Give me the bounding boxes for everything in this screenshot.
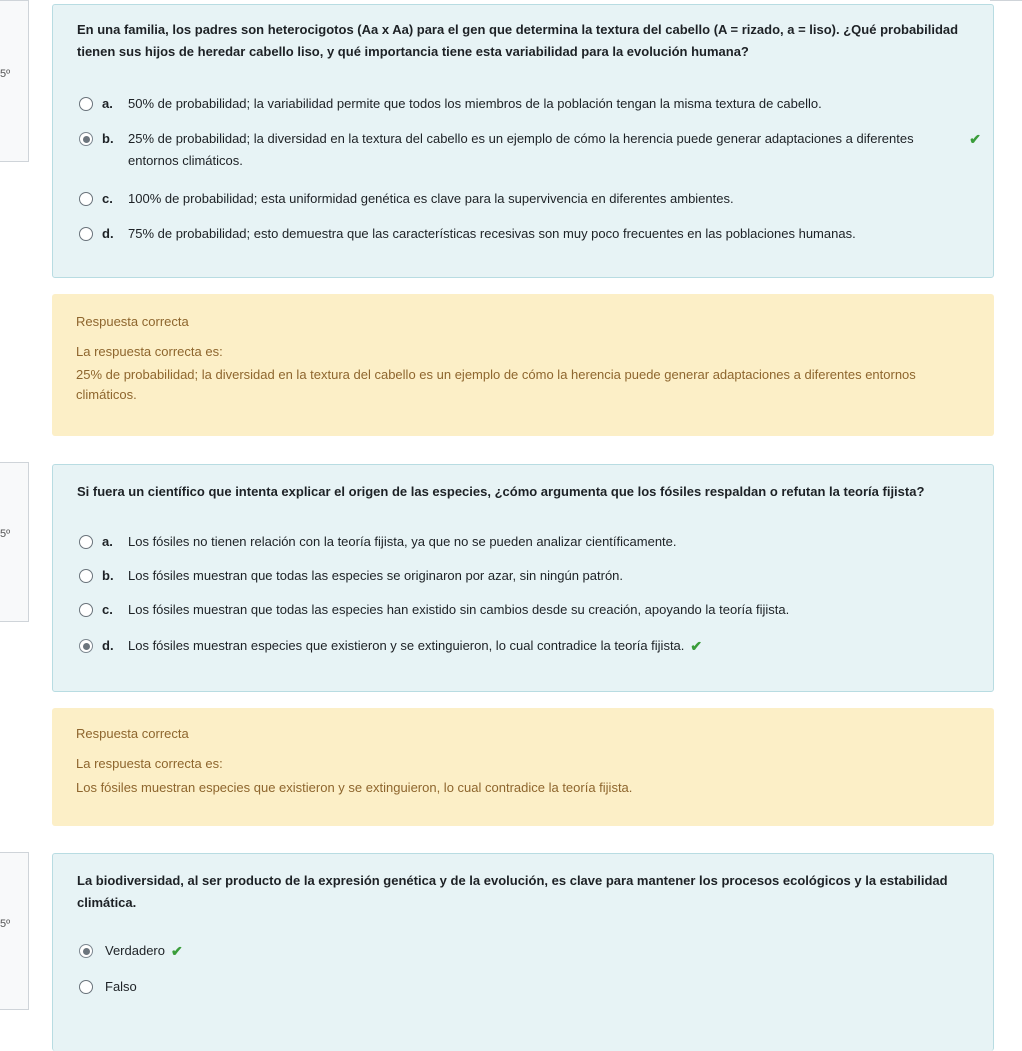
correct-check-icon: ✔ — [690, 638, 703, 654]
question-2-option-a[interactable] — [79, 531, 973, 553]
radio-button[interactable] — [79, 227, 93, 241]
feedback-title: Respuesta correcta — [76, 726, 189, 741]
radio-button-selected[interactable] — [79, 132, 93, 146]
question-1-option-a[interactable] — [79, 93, 973, 115]
radio-button[interactable] — [79, 97, 93, 111]
question-2-feedback — [52, 708, 994, 826]
option-letter: d. — [102, 638, 114, 653]
question-3-box — [52, 853, 994, 1051]
option-text: Falso — [105, 979, 137, 994]
option-letter: b. — [102, 568, 114, 583]
correct-check-icon: ✔ — [969, 131, 981, 147]
option-letter: c. — [102, 191, 113, 206]
question-mark: 5º — [0, 918, 11, 930]
radio-button-selected[interactable] — [79, 944, 93, 958]
question-1-option-c[interactable] — [79, 188, 973, 210]
option-letter: d. — [102, 226, 114, 241]
option-text: Los fósiles no tienen relación con la teoría fijista, ya que no se pueden analizar científicamente. — [128, 534, 677, 549]
option-text: 25% de probabilidad; la diversidad en la textura del cabello es un ejemplo de cómo la herencia puede generar adaptaciones a diferentes entornos climáticos. — [128, 131, 914, 168]
radio-button[interactable] — [79, 535, 93, 549]
correct-check-icon: ✔ — [171, 943, 183, 959]
feedback-answer: Los fósiles muestran especies que existieron y se extinguieron, lo cual contradice la teoría fijista. — [76, 780, 633, 795]
question-info-panel — [0, 462, 29, 622]
question-info-panel — [0, 0, 29, 162]
question-2-option-b[interactable] — [79, 565, 973, 587]
question-1-text: En una familia, los padres son heterocigotos (Aa x Aa) para el gen que determina la textura del cabello (A = rizado, a = liso). ¿Qué probabilidad tienen sus hijos de heredar cabello liso, y qué importancia tiene esta variabilidad para la evolución humana? — [77, 22, 959, 59]
radio-button-selected[interactable] — [79, 639, 93, 653]
option-text: 100% de probabilidad; esta uniformidad genética es clave para la supervivencia en diferentes ambientes. — [128, 191, 734, 206]
question-info-panel — [0, 852, 29, 1010]
top-divider — [990, 0, 1022, 3]
question-2-box — [52, 464, 994, 692]
radio-button[interactable] — [79, 192, 93, 206]
option-letter: b. — [102, 131, 114, 146]
feedback-title: Respuesta correcta — [76, 314, 189, 329]
question-2-option-d[interactable] — [79, 635, 973, 657]
feedback-label: La respuesta correcta es: — [76, 756, 223, 771]
option-text: Los fósiles muestran especies que existieron y se extinguieron, lo cual contradice la teoría fijista. — [128, 638, 685, 653]
question-3-option-true[interactable] — [79, 940, 973, 962]
option-letter: a. — [102, 96, 113, 111]
question-1-option-b[interactable] — [79, 128, 943, 172]
question-3-option-false[interactable] — [79, 976, 973, 998]
radio-button[interactable] — [79, 569, 93, 583]
option-letter: c. — [102, 602, 113, 617]
feedback-label: La respuesta correcta es: — [76, 344, 223, 359]
question-1-feedback — [52, 294, 994, 436]
radio-button[interactable] — [79, 603, 93, 617]
option-letter: a. — [102, 534, 113, 549]
option-text: Verdadero — [105, 943, 165, 958]
question-mark: 5º — [0, 68, 11, 80]
question-2-text: Si fuera un científico que intenta explicar el origen de las especies, ¿cómo argumenta que los fósiles respaldan o refutan la teoría fijista? — [77, 484, 925, 499]
question-1-box — [52, 4, 994, 278]
feedback-answer: 25% de probabilidad; la diversidad en la textura del cabello es un ejemplo de cómo la herencia puede generar adaptaciones a diferentes entornos climáticos. — [76, 367, 916, 402]
question-2-option-c[interactable] — [79, 599, 973, 621]
option-text: Los fósiles muestran que todas las especies han existido sin cambios desde su creación, apoyando la teoría fijista. — [128, 602, 790, 617]
option-text: Los fósiles muestran que todas las especies se originaron por azar, sin ningún patrón. — [128, 568, 624, 583]
question-mark: 5º — [0, 528, 11, 540]
option-text: 75% de probabilidad; esto demuestra que las características recesivas son muy poco frecuentes en las poblaciones humanas. — [128, 226, 856, 241]
radio-button[interactable] — [79, 980, 93, 994]
question-3-text: La biodiversidad, al ser producto de la expresión genética y de la evolución, es clave para mantener los procesos ecológicos y la estabilidad climática. — [77, 873, 948, 910]
option-text: 50% de probabilidad; la variabilidad permite que todos los miembros de la población tengan la misma textura de cabello. — [128, 96, 822, 111]
question-1-option-d[interactable] — [79, 223, 973, 245]
